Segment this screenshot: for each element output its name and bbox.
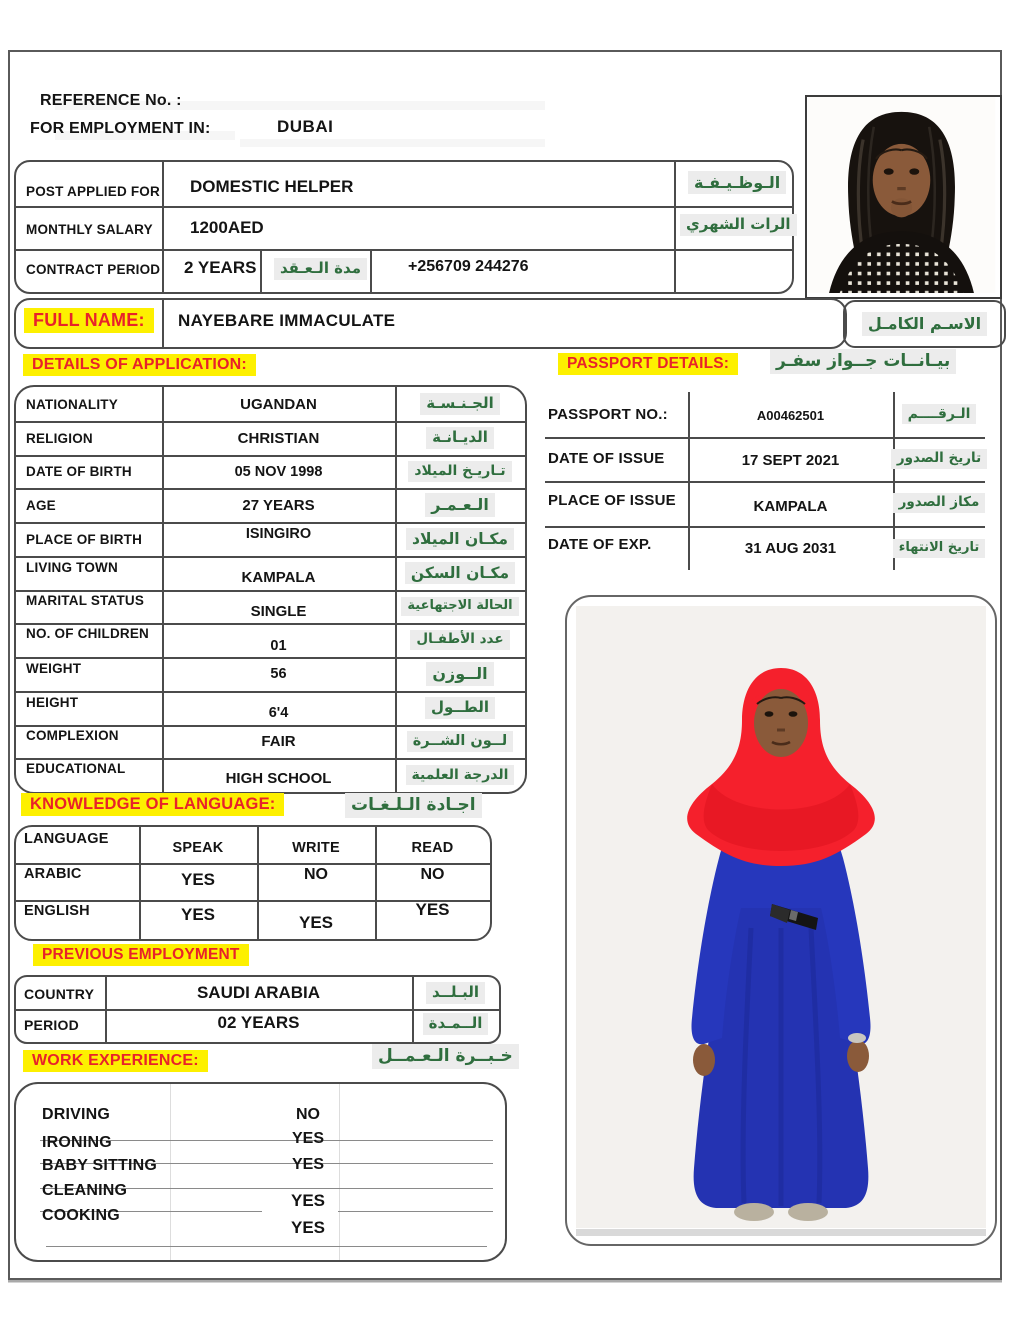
passport-details-table	[545, 392, 985, 570]
full-body-photo-frame	[565, 595, 997, 1246]
date-of-issue-value: 17 SEPT 2021	[741, 452, 840, 469]
work-skill-label: DRIVING	[42, 1106, 111, 1123]
work-skill-label: BABY SITTING	[42, 1157, 158, 1174]
detail-value: 6'4	[268, 705, 289, 721]
place-of-issue-value: KAMPALA	[753, 498, 828, 515]
table-divider	[338, 1211, 493, 1212]
table-divider	[16, 863, 490, 865]
monthly-salary-label: MONTHLY SALARY	[26, 222, 153, 237]
details-of-application-table	[14, 385, 527, 794]
detail-arabic-label: مكـان الميلاد	[406, 528, 514, 550]
table-row	[16, 488, 525, 522]
work-skill-value: YES	[291, 1156, 324, 1173]
work-experience-heading: WORK EXPERIENCE:	[23, 1050, 208, 1072]
full-name-arabic-box	[843, 300, 1006, 348]
table-divider	[545, 526, 985, 528]
table-divider	[162, 300, 164, 347]
detail-arabic-label: الجـنـسـة	[420, 393, 499, 415]
work-experience-table	[14, 1082, 507, 1262]
detail-label: LIVING TOWN	[26, 560, 118, 575]
detail-arabic-label: الـعـمـر	[425, 493, 495, 516]
passport-no-value: A00462501	[756, 408, 825, 423]
full-name-label: FULL NAME:	[24, 308, 154, 333]
table-row	[16, 725, 525, 758]
detail-value: 05 NOV 1998	[234, 463, 323, 480]
detail-label: RELIGION	[26, 430, 93, 446]
work-skill-value: YES	[290, 1218, 326, 1237]
detail-label: NATIONALITY	[26, 396, 118, 412]
detail-value: KAMPALA	[241, 569, 316, 586]
table-divider	[674, 162, 676, 292]
table-divider	[260, 249, 262, 292]
detail-arabic-label: الدرجة العلمية	[406, 765, 515, 785]
detail-arabic-label: عدد الأطفـال	[410, 630, 509, 650]
scan-artifact-line	[240, 139, 545, 147]
for-employment-in-value: DUBAI	[277, 117, 334, 136]
monthly-salary-arabic-label: الرات الشهري	[680, 214, 797, 236]
contact-phone-number: +256709 244276	[408, 258, 529, 275]
monthly-salary-value: 1200AED	[190, 218, 264, 237]
table-divider	[46, 1246, 487, 1247]
detail-value: HIGH SCHOOL	[225, 770, 332, 787]
detail-arabic-label: لــون الشــرة	[407, 731, 514, 752]
full-name-row	[14, 298, 847, 349]
for-employment-in-label: FOR EMPLOYMENT IN:	[30, 120, 211, 137]
detail-label: WEIGHT	[26, 661, 82, 676]
detail-value: 01	[270, 638, 287, 654]
english-write-value: YES	[298, 913, 334, 932]
previous-employment-heading: PREVIOUS EMPLOYMENT	[33, 944, 249, 966]
portrait-photo-frame	[805, 95, 1002, 299]
table-divider	[162, 162, 164, 292]
detail-arabic-label: الطــول	[425, 697, 495, 719]
detail-label: HEIGHT	[26, 695, 79, 710]
previous-employment-table	[14, 975, 501, 1044]
work-skill-value: NO	[296, 1106, 320, 1123]
contract-period-label: CONTRACT PERIOD	[26, 262, 161, 277]
table-row	[16, 691, 525, 725]
table-row	[16, 758, 525, 792]
work-skill-label: CLEANING	[42, 1182, 128, 1199]
passport-details-arabic-heading: بيـانــات جــواز سفـر	[770, 349, 956, 374]
detail-label: AGE	[26, 497, 56, 513]
table-row	[16, 623, 525, 657]
detail-label: NO. OF CHILDREN	[26, 626, 149, 641]
reference-no-label: REFERENCE No. :	[40, 92, 182, 109]
work-experience-arabic-heading: خـبــرة الـعـمــل	[372, 1044, 519, 1069]
table-divider	[545, 481, 985, 483]
work-skill-value: YES	[290, 1191, 326, 1210]
table-row	[16, 421, 525, 455]
applicant-portrait-photo	[807, 97, 996, 293]
detail-arabic-label: الحالة الاجتهاعية	[401, 597, 518, 616]
date-of-issue-arabic-label: تاريخ الصدور	[891, 449, 987, 469]
write-column-header: WRITE	[292, 840, 340, 856]
arabic-speak-value: YES	[180, 870, 216, 889]
detail-value: UGANDAN	[240, 395, 317, 413]
detail-label: PLACE OF BIRTH	[26, 531, 143, 547]
table-divider	[170, 1084, 171, 1260]
detail-label: EDUCATIONAL	[26, 761, 126, 776]
read-column-header: READ	[411, 840, 454, 856]
detail-value: 27 YEARS	[242, 496, 315, 514]
detail-arabic-label: الــوزن	[426, 662, 493, 685]
arabic-read-value: NO	[420, 866, 445, 883]
detail-arabic-label: تـاريـخ الميلاد	[408, 461, 511, 481]
post-applied-for-arabic-label: الـوظـيـفـة	[688, 171, 786, 194]
place-of-issue-arabic-label: مكاز الصدور	[893, 493, 986, 513]
english-speak-value: YES	[180, 905, 216, 924]
applicant-full-body-photo-art	[576, 606, 986, 1228]
table-row	[16, 455, 525, 488]
table-row	[16, 590, 525, 623]
passport-no-label: PASSPORT NO.:	[548, 406, 668, 423]
work-skill-value: YES	[291, 1130, 324, 1147]
details-of-application-heading: DETAILS OF APPLICATION:	[23, 354, 256, 376]
work-skill-label: COOKING	[42, 1207, 120, 1224]
language-row-label: ENGLISH	[24, 903, 90, 919]
date-of-issue-label: DATE OF ISSUE	[548, 450, 665, 467]
detail-value: ISINGIRO	[245, 526, 312, 542]
english-read-value: YES	[415, 900, 450, 919]
detail-value: FAIR	[261, 733, 296, 750]
table-divider	[16, 206, 792, 208]
date-of-exp-label: DATE OF EXP.	[548, 536, 652, 553]
detail-label: DATE OF BIRTH	[26, 464, 132, 479]
table-row	[16, 387, 525, 421]
passport-details-heading: PASSPORT DETAILS:	[558, 353, 738, 375]
arabic-write-value: NO	[304, 866, 328, 883]
table-divider	[16, 249, 792, 251]
contract-period-value: 2 YEARS	[184, 258, 257, 277]
table-divider	[16, 1009, 499, 1011]
photo-bottom-strip	[576, 1229, 986, 1236]
applicant-full-body-photo	[576, 606, 986, 1228]
work-skill-label: IRONING	[42, 1134, 112, 1151]
post-applied-for-value: DOMESTIC HELPER	[190, 177, 354, 196]
detail-value: 56	[270, 666, 287, 682]
table-divider	[370, 249, 372, 292]
speak-column-header: SPEAK	[172, 840, 224, 856]
table-divider	[545, 437, 985, 439]
country-arabic-label: البـلــد	[426, 982, 485, 1004]
knowledge-of-language-heading: KNOWLEDGE OF LANGUAGE:	[21, 793, 284, 816]
detail-arabic-label: الديـانـة	[426, 427, 494, 449]
detail-value: SINGLE	[250, 603, 307, 620]
date-of-exp-value: 31 AUG 2031	[744, 540, 837, 557]
period-label: PERIOD	[24, 1017, 79, 1033]
language-column-header: LANGUAGE	[24, 831, 109, 847]
language-row-label: ARABIC	[24, 866, 82, 882]
passport-no-arabic-label: الـرقــــم	[902, 404, 977, 424]
detail-value: CHRISTIAN	[237, 429, 320, 447]
top-application-table	[14, 160, 794, 294]
period-arabic-label: الــمـدة	[423, 1013, 489, 1035]
table-row	[16, 522, 525, 556]
knowledge-of-language-arabic-heading: اجـادة الـلـغـات	[345, 793, 482, 818]
place-of-issue-label: PLACE OF ISSUE	[548, 492, 676, 509]
table-row	[16, 556, 525, 590]
full-name-value: NAYEBARE IMMACULATE	[178, 311, 396, 330]
country-label: COUNTRY	[24, 986, 95, 1002]
detail-arabic-label: مكـان السكن	[405, 562, 515, 584]
detail-label: MARITAL STATUS	[26, 593, 145, 608]
language-table	[14, 825, 492, 941]
period-value: 02 YEARS	[217, 1013, 300, 1032]
detail-label: COMPLEXION	[26, 728, 119, 743]
post-applied-for-label: POST APPLIED FOR	[26, 184, 160, 199]
table-row	[16, 657, 525, 691]
date-of-exp-arabic-label: تاريخ الانتهاء	[893, 539, 985, 558]
full-name-arabic-label: الاسـم الكامـل	[862, 312, 987, 335]
contract-period-arabic-label: مدة الـعـقد	[274, 258, 367, 280]
country-value: SAUDI ARABIA	[196, 983, 321, 1002]
